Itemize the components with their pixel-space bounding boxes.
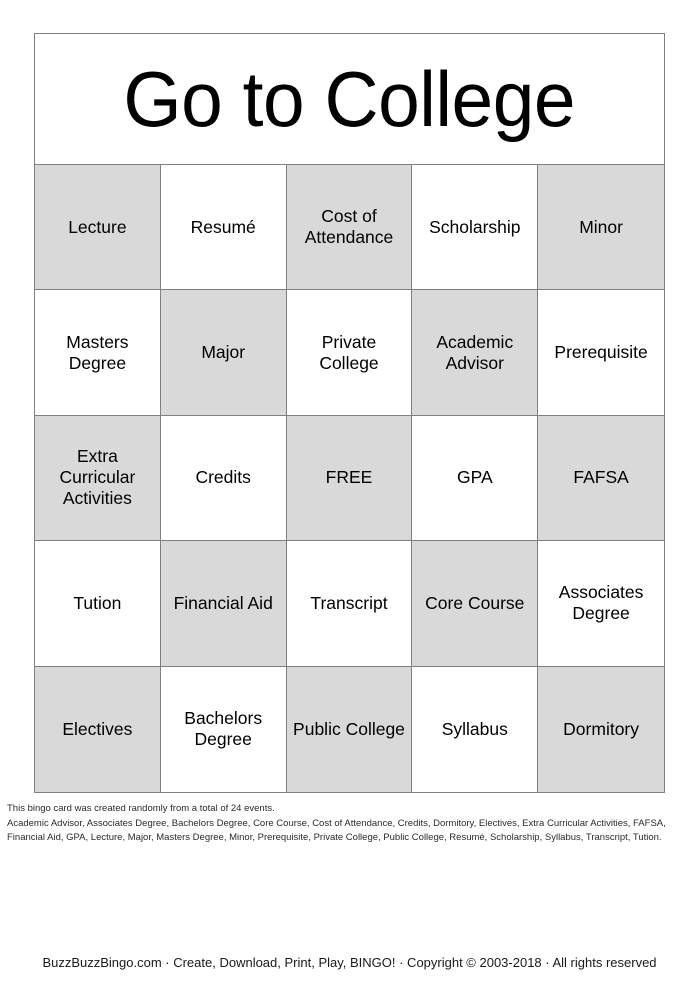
fineprint-summary: This bingo card was created randomly from a total of 24 events. bbox=[7, 803, 275, 814]
bingo-cell[interactable] bbox=[35, 165, 161, 290]
bingo-cell[interactable] bbox=[538, 667, 664, 792]
bingo-grid bbox=[35, 165, 664, 792]
bingo-cell[interactable] bbox=[161, 290, 287, 415]
bingo-cell-label: Dormitory bbox=[563, 718, 640, 739]
bingo-cell[interactable] bbox=[161, 165, 287, 290]
bingo-cell-label: Prerequisite bbox=[554, 342, 648, 363]
bingo-cell-label: Academic Advisor bbox=[436, 331, 514, 373]
card-fineprint bbox=[7, 802, 692, 846]
bingo-cell[interactable] bbox=[538, 290, 664, 415]
bingo-cell-label: Associates Degree bbox=[558, 582, 644, 624]
bingo-cell[interactable] bbox=[35, 290, 161, 415]
bingo-cell-label: Tution bbox=[73, 592, 122, 613]
bingo-cell-free[interactable] bbox=[287, 416, 413, 541]
bingo-cell-label: Private College bbox=[319, 331, 379, 373]
bingo-cell-label: Lecture bbox=[68, 216, 127, 237]
bingo-card bbox=[34, 33, 665, 793]
bingo-cell[interactable] bbox=[35, 541, 161, 666]
bingo-cell[interactable] bbox=[287, 541, 413, 666]
bingo-cell-label: Masters Degree bbox=[66, 331, 129, 373]
bingo-cell[interactable] bbox=[161, 416, 287, 541]
bingo-cell-label: Electives bbox=[62, 718, 133, 739]
bingo-cell[interactable] bbox=[412, 667, 538, 792]
bingo-cell-label: Financial Aid bbox=[173, 592, 273, 613]
bingo-cell-label: Cost of Attendance bbox=[304, 206, 394, 248]
bingo-cell-label: Major bbox=[201, 342, 246, 363]
bingo-cell[interactable] bbox=[287, 667, 413, 792]
fineprint-event-list-line-1: Academic Advisor, Associates Degree, Bachelors Degree, Core Course, Cost of Attendance, Credits, Dormitory, Electives, Extra Curricular Activities, FAFSA, bbox=[7, 817, 666, 829]
bingo-cell-label: Public College bbox=[293, 718, 405, 739]
bingo-cell[interactable] bbox=[538, 165, 664, 290]
bingo-cell-label: FAFSA bbox=[573, 467, 629, 488]
bingo-cell-label: Extra Curricular Activities bbox=[59, 446, 136, 509]
bingo-cell-label: Bachelors Degree bbox=[184, 708, 263, 750]
bingo-cell-label: Core Course bbox=[425, 592, 525, 613]
bingo-cell-label: FREE bbox=[325, 467, 373, 488]
bingo-cell[interactable] bbox=[35, 667, 161, 792]
page-title: Go to College bbox=[123, 55, 576, 143]
bingo-cell[interactable] bbox=[412, 541, 538, 666]
bingo-cell-label: Credits bbox=[195, 467, 251, 488]
bingo-cell-label: Resumé bbox=[190, 216, 256, 237]
bingo-cell[interactable] bbox=[287, 165, 413, 290]
bingo-cell[interactable] bbox=[538, 541, 664, 666]
bingo-cell[interactable] bbox=[161, 541, 287, 666]
bingo-cell-label: Minor bbox=[579, 216, 623, 237]
fineprint-event-list-line-2: Financial Aid, GPA, Lecture, Major, Masters Degree, Minor, Prerequisite, Private College, Public College, Resumé, Scholarship, Syllabus, Transcript, Tution. bbox=[7, 832, 662, 843]
bingo-cell[interactable] bbox=[412, 290, 538, 415]
bingo-cell[interactable] bbox=[287, 290, 413, 415]
card-title-band bbox=[35, 34, 664, 165]
bingo-cell[interactable] bbox=[538, 416, 664, 541]
bingo-cell-label: Scholarship bbox=[429, 216, 521, 237]
bingo-cell[interactable] bbox=[412, 165, 538, 290]
bingo-cell-label: Syllabus bbox=[441, 718, 508, 739]
bingo-cell[interactable] bbox=[412, 416, 538, 541]
bingo-cell-label: GPA bbox=[456, 467, 493, 488]
bingo-cell[interactable] bbox=[35, 416, 161, 541]
bingo-cell-label: Transcript bbox=[310, 592, 388, 613]
bingo-cell[interactable] bbox=[161, 667, 287, 792]
page-footer: BuzzBuzzBingo.com · Create, Download, Print, Play, BINGO! · Copyright © 2003-2018 · All rights reserved bbox=[42, 955, 657, 970]
